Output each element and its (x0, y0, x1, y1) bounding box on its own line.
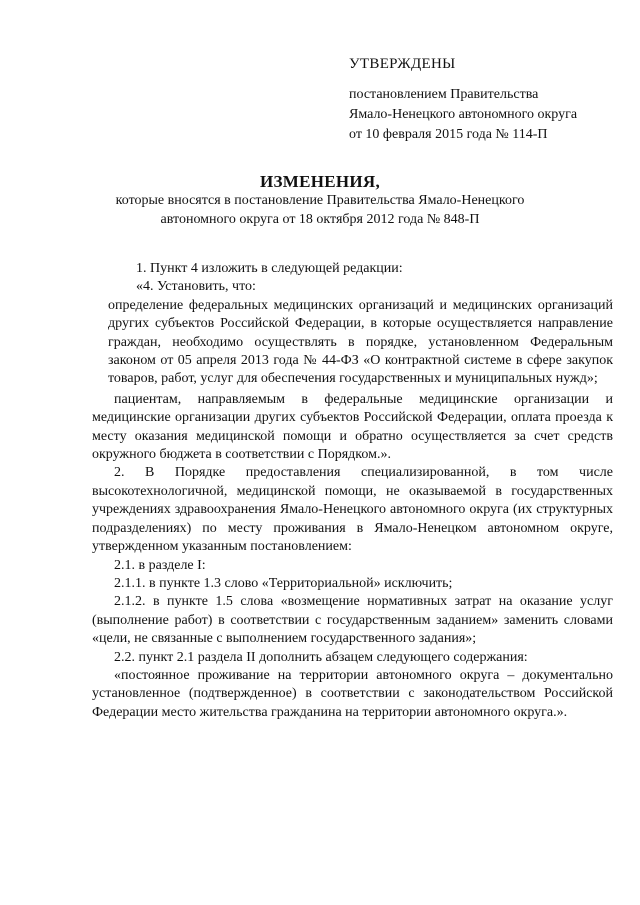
document-body (92, 260, 613, 722)
approval-heading: УТВЕРЖДЕНЫ (349, 56, 456, 72)
paragraph: пациентам, направляемым в федеральные медицинские организации и медицинские организации других субъектов Российской Федерации, оплата проезда к месту оказания медицинской помощи и обратно осуществляется за счет средств окружного бюджета в соответствии с Порядком.». (92, 391, 613, 463)
subtitle-line: которые вносятся в постановление Правительства Ямало-Ненецкого (115, 193, 525, 208)
approval-stamp (349, 56, 619, 145)
approval-line: от 10 февраля 2015 года № 114-П (349, 127, 548, 142)
approval-line: постановлением Правительства (349, 87, 539, 102)
paragraph: 2.1.2. в пункте 1.5 слова «возмещение нормативных затрат на оказание услуг (выполнение работ) в соответствии с государственным заданием» заменить словами «цели, не связанные с выполнением государственного задания»; (92, 594, 613, 647)
paragraph: 2.1. в разделе I: (114, 557, 206, 573)
paragraph: 2. В Порядке предоставления специализированной, в том числе высокотехнологичной, медицинской помощи, не оказываемой в государственных учреждениях здравоохранения Ямало-Ненецкого автономного округа (их структурных подразделениях) по месту проживания в Ямало-Ненецком автономном округе, утвержденном указанным постановлением: (92, 465, 613, 555)
paragraph: 1. Пункт 4 изложить в следующей редакции: (136, 261, 403, 276)
approval-line: Ямало-Ненецкого автономного округа (349, 107, 578, 122)
paragraph: 2.1.1. в пункте 1.3 слово «Территориальной» исключить; (114, 575, 453, 591)
paragraph: «4. Установить, что: (136, 279, 256, 295)
paragraph: «постоянное проживание на территории автономного округа – документально установленное (подтвержденное) в соответствии с законодательством Российской Федерации место жительства гражданина на территории автономного округа.». (92, 667, 613, 720)
document-subtitle (0, 191, 640, 229)
document-title: ИЗМЕНЕНИЯ, (259, 172, 381, 191)
subtitle-line: автономного округа от 18 октября 2012 года № 848-П (160, 212, 480, 227)
paragraph: определение федеральных медицинских организаций и медицинских организаций других субъектов Российской Федерации, в которые осуществляется направление граждан, необходимо осуществлять в порядке, установленном Федеральным законом от 05 апреля 2013 года № 44-ФЗ «О контрактной системе в сфере закупок товаров, работ, услуг для обеспечения государственных и муниципальных нужд»; (108, 297, 613, 387)
paragraph: 2.2. пункт 2.1 раздела II дополнить абзацем следующего содержания: (114, 649, 528, 665)
